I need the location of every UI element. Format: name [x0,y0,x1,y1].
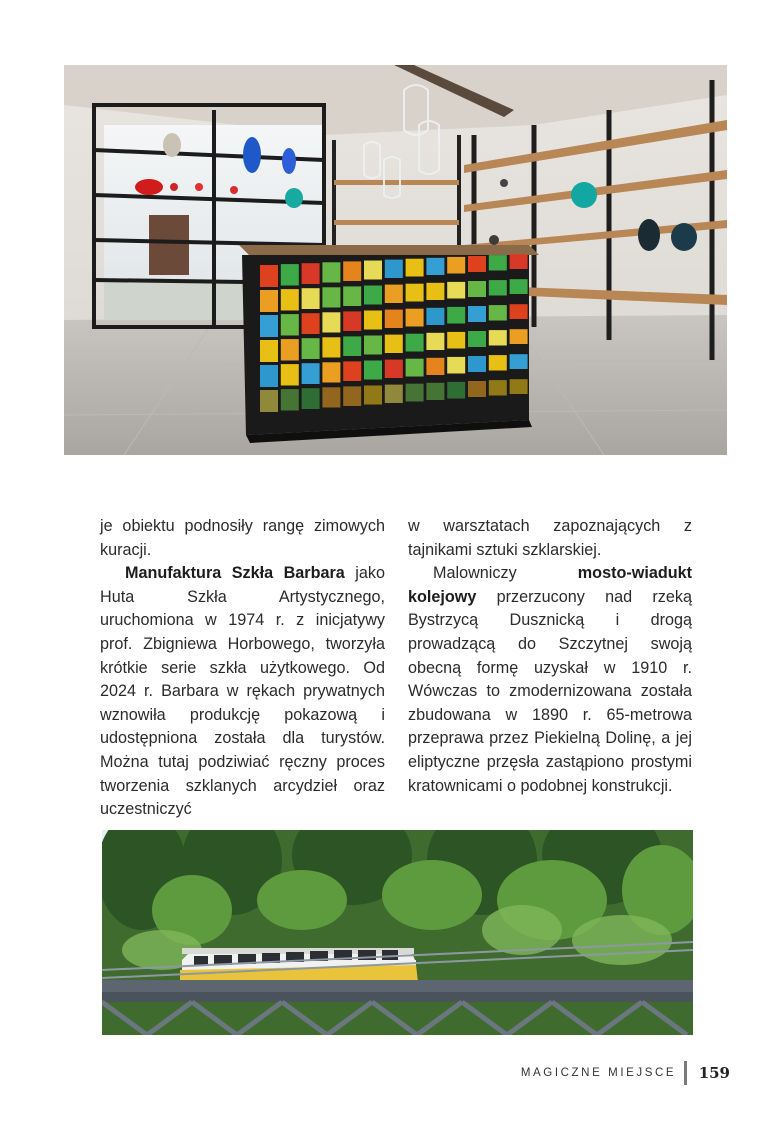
paragraph-viaduct [408,562,692,798]
footer-divider [684,1061,687,1085]
paragraph [100,515,385,562]
paragraph-text: jako Huta Szkła Artystycznego, uruchomiona w 1974 r. z inicjatywy prof. Zbigniewa Horbowego, tworzyła krótkie serie szkła użytkowego. Od 2024 r. Barbara w rękach prywatnych wznowiła produkcję pokazową i udostępniona została dla turystów. Można tutaj podziwiać ręczny proces tworzenia szklanych arcydzieł oraz uczestniczyć [100,564,385,819]
paragraph-glass-manufactory [100,562,385,822]
paragraph [408,515,692,562]
bold-term: mosto-wiadukt kolejowy [408,564,692,606]
text-column-left [100,515,385,822]
paragraph-text: Malowniczy [433,564,578,583]
page-number: 159 [698,1064,730,1082]
glass-showroom-photo [64,65,727,455]
bold-term: Manufaktura Szkła Barbara [125,564,345,583]
page-footer [521,1060,730,1086]
section-label: MAGICZNE MIEJSCE [520,1067,677,1079]
paragraph-text: w warsztatach zapoznających z tajnikami sztuki szklarskiej. [408,517,692,559]
paragraph-text: je obiektu podnosiły rangę zimowych kuracji. [100,517,385,559]
text-column-right [408,515,692,798]
paragraph-text: przerzucony nad rzeką Bystrzycą Dusznicką i drogą prowadzącą do Szczytnej swoją obecną formę uzyskał w 1910 r. Wówczas to zmodernizowana została zbudowana w 1890 r. 65-metrowa przeprawa przez Piekielną Dolinę, a jej eliptyczne przęsła zastąpiono prostymi kratownicami o podobnej konstrukcji. [408,587,692,795]
railway-viaduct-photo [102,830,693,1035]
